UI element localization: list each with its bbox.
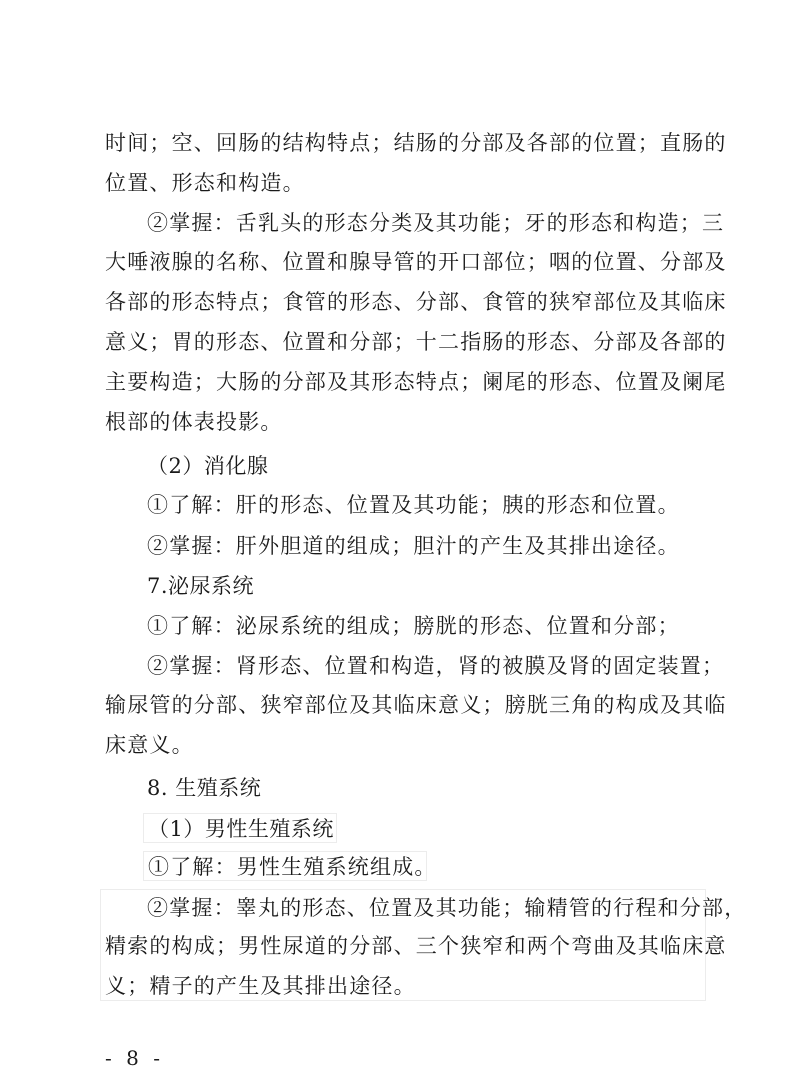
paragraph-line: ②掌握：肝外胆道的组成；胆汁的产生及其排出途径。	[147, 534, 680, 558]
subsection-heading: （1）男性生殖系统	[143, 813, 337, 843]
paragraph-line: 主要构造；大肠的分部及其形态特点；阑尾的形态、位置及阑尾	[105, 370, 727, 394]
paragraph-line: 精索的构成；男性尿道的分部、三个狭窄和两个弯曲及其临床意	[105, 934, 727, 958]
section-heading: 8. 生殖系统	[147, 776, 262, 800]
paragraph-line: 时间；空、回肠的结构特点；结肠的分部及各部的位置；直肠的	[105, 131, 727, 155]
paragraph-line: 大唾液腺的名称、位置和腺导管的开口部位；咽的位置、分部及	[105, 250, 727, 274]
paragraph-line: ①了解：泌尿系统的组成；膀胱的形态、位置和分部；	[147, 614, 680, 638]
paragraph-line: ②掌握：睾丸的形态、位置及其功能；输精管的行程和分部，	[147, 896, 747, 920]
paragraph-line: 义；精子的产生及其排出途径。	[105, 974, 416, 998]
paragraph-line: 意义；胃的形态、位置和分部；十二指肠的形态、分部及各部的	[105, 330, 727, 354]
paragraph-line: 各部的形态特点；食管的形态、分部、食管的狭窄部位及其临床	[105, 290, 727, 314]
paragraph-line: ①了解：男性生殖系统组成。	[143, 851, 427, 881]
paragraph-line: ①了解：肝的形态、位置及其功能；胰的形态和位置。	[147, 493, 680, 517]
section-heading: （2）消化腺	[147, 454, 269, 478]
paragraph-line: ②掌握：舌乳头的形态分类及其功能；牙的形态和构造；三	[147, 211, 725, 235]
section-heading: 7.泌尿系统	[147, 574, 255, 598]
paragraph-line: 床意义。	[105, 733, 194, 757]
paragraph-line: 输尿管的分部、狭窄部位及其临床意义；膀胱三角的构成及其临	[105, 693, 727, 717]
paragraph-line: ②掌握：肾形态、位置和构造，肾的被膜及肾的固定装置；	[147, 654, 725, 678]
page-number: - 8 -	[105, 1046, 164, 1070]
paragraph-line: 根部的体表投影。	[105, 410, 283, 434]
paragraph-line: 位置、形态和构造。	[105, 171, 305, 195]
